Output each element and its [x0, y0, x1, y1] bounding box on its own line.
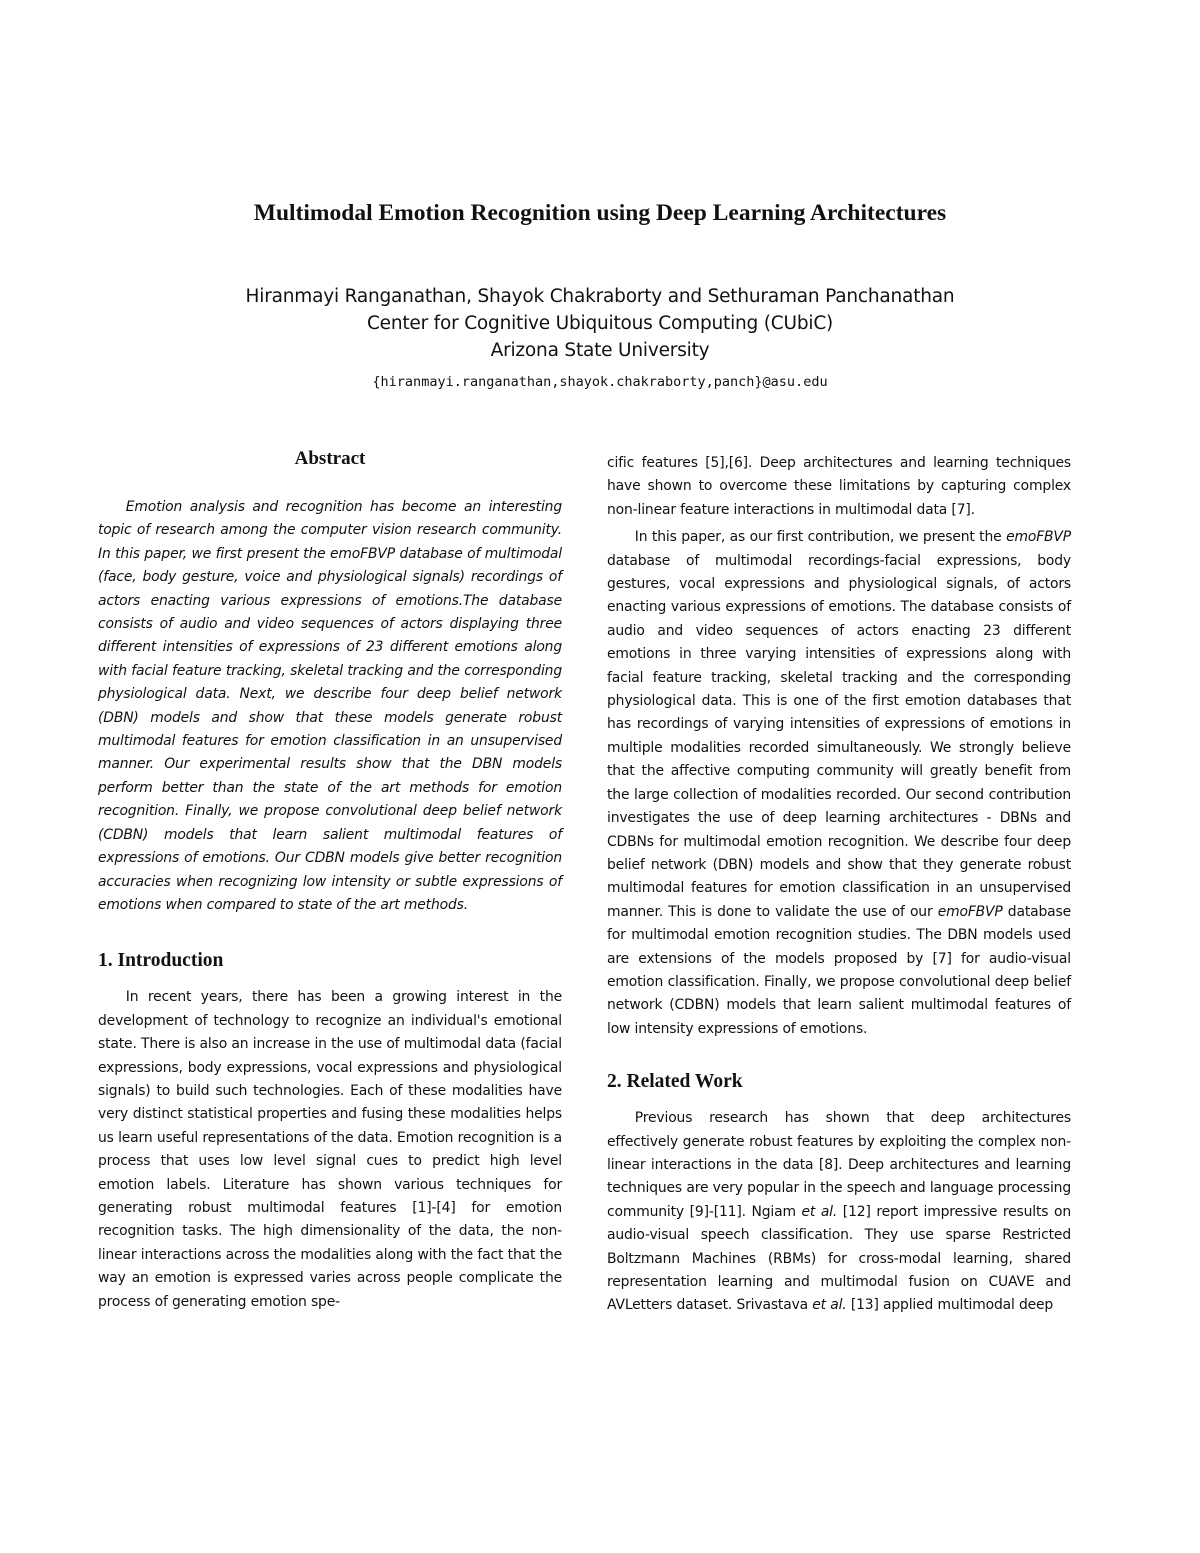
- university: Arizona State University: [490, 340, 710, 361]
- author-names: Hiranmayi Ranganathan, Shayok Chakraborty and Sethuraman Panchanathan: [245, 286, 955, 307]
- introduction-paragraph-2: In this paper, as our first contribution, we present the emoFBVP database of multimodal recordings-facial expressions, body gestures, vocal expressions and physiological signals, of actors enacting various expressions of emotions. The database consists of audio and video sequences of actors enacting 23 different emotions in three varying intensities of expressions along with facial feature tracking, skeletal tracking and the corresponding physiological data. This is one of the first emotion databases that has recordings of varying intensities of expressions of emotions in multiple modalities recorded simultaneously. We strongly believe that the affective computing community will greatly benefit from the large collection of modalities recorded. Our second contribution investigates the use of deep learning architectures - DBNs and CDBNs for multimodal emotion recognition. We describe four deep belief network (DBN) models and show that they generate robust multimodal features for emotion classification in an unsupervised manner. This is done to validate the use of our emoFBVP database for multimodal emotion recognition studies. The DBN models used are extensions of the models proposed by [7] for audio-visual emotion classification. Finally, we propose convolutional deep belief network (CDBN) models that learn salient multimodal features of low intensity expressions of emotions.: [607, 529, 1071, 1037]
- paper-title: Multimodal Emotion Recognition using Deep Learning Architectures: [253, 200, 947, 226]
- affiliation: Center for Cognitive Ubiquitous Computing (CUbiC): [366, 313, 834, 334]
- introduction-heading: 1. Introduction: [98, 950, 224, 972]
- database-name: emoFBVP: [1006, 529, 1071, 546]
- author-email: {hiranmayi.ranganathan,shayok.chakraborty,panch}@asu.edu: [372, 374, 828, 390]
- abstract-heading: Abstract: [294, 448, 366, 469]
- related-work-heading: 2. Related Work: [607, 1071, 743, 1093]
- left-column: [98, 448, 562, 1314]
- right-column: [607, 452, 1071, 1318]
- introduction-paragraph-1: In recent years, there has been a growing interest in the development of technology to recognize an individual's emotional state. There is also an increase in the use of multimodal data (facial expressions, body expressions, vocal expressions and physiological signals) to build such technologies. Each of these modalities have very distinct statistical properties and fusing these modalities helps us learn useful representations of the data. Emotion recognition is a process that uses low level signal cues to predict high level emotion labels. Literature has shown various techniques for generating robust multimodal features [1]-[4] for emotion recognition tasks. The high dimensionality of the data, the non-linear interactions across the modalities along with the fact that the way an emotion is expressed varies across people complicate the process of generating emotion spe-: [98, 989, 562, 1310]
- related-work-paragraph: Previous research has shown that deep architectures effectively generate robust features by exploiting the complex non-linear interactions in the data [8]. Deep architectures and learning techniques are very popular in the speech and language processing community [9]-[11]. Ngiam et al. [12] report impressive results on audio-visual speech classification. They use sparse Restricted Boltzmann Machines (RBMs) for cross-modal learning, shared representation learning and multimodal fusion on CUAVE and AVLetters dataset. Srivastava et al. [13] applied multimodal deep: [607, 1110, 1071, 1314]
- introduction-paragraph-1-continued: cific features [5],[6]. Deep architectures and learning techniques have shown to overcome these limitations by capturing complex non-linear feature interactions in multimodal data [7].: [607, 455, 1071, 518]
- abstract-text: Emotion analysis and recognition has become an interesting topic of research among the computer vision research community. In this paper, we first present the emoFBVP database of multimodal (face, body gesture, voice and physiological signals) recordings of actors enacting various expressions of emotions.The database consists of audio and video sequences of actors displaying three different intensities of expressions of 23 different emotions along with facial feature tracking, skeletal tracking and the corresponding physiological data. Next, we describe four deep belief network (DBN) models and show that these models generate robust multimodal features for emotion classification in an unsupervised manner. Our experimental results show that the DBN models perform better than the state of the art methods for emotion recognition. Finally, we propose convolutional deep belief network (CDBN) models that learn salient multimodal features of expressions of emotions. Our CDBN models give better recognition accuracies when recognizing low intensity or subtle expressions of emotions when compared to state of the art methods.: [98, 499, 562, 913]
- database-name: emoFBVP: [937, 903, 1003, 920]
